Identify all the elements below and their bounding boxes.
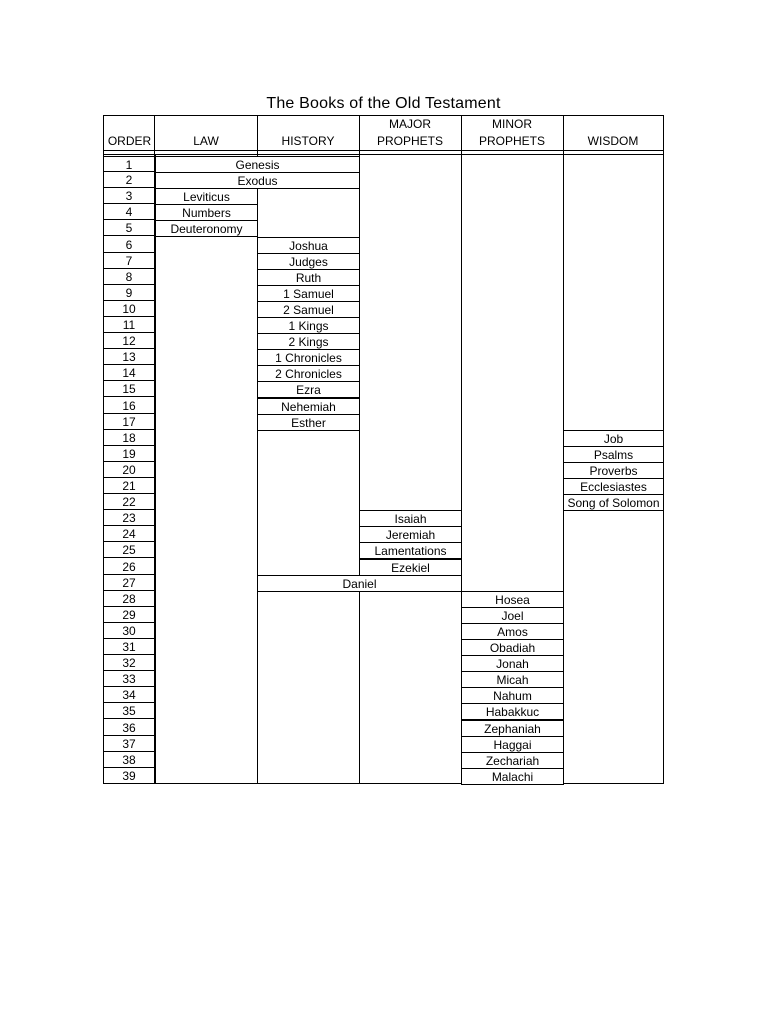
book-cell: Deuteronomy (155, 220, 258, 237)
order-cell: 9 (104, 285, 154, 301)
order-cell: 22 (104, 494, 154, 510)
order-cell: 20 (104, 462, 154, 478)
book-cell: Habakkuc (461, 703, 564, 720)
book-cell: Ezra (257, 381, 360, 398)
book-cell: Proverbs (563, 462, 664, 479)
order-cell: 8 (104, 269, 154, 285)
order-cell: 28 (104, 591, 154, 607)
book-cell: Amos (461, 623, 564, 640)
header-major-prophets: MAJOR PROPHETS (376, 117, 443, 148)
order-cell: 3 (104, 188, 154, 204)
order-cell: 38 (104, 752, 154, 768)
book-cell: Leviticus (155, 188, 258, 205)
book-cell: Obadiah (461, 639, 564, 656)
order-cell: 36 (104, 720, 154, 736)
order-cell: 12 (104, 333, 154, 349)
book-cell: 1 Samuel (257, 285, 360, 302)
book-cell: 2 Kings (257, 333, 360, 350)
book-cell: Song of Solomon (563, 494, 664, 511)
book-cell: Psalms (563, 446, 664, 463)
book-cell: Exodus (155, 172, 360, 189)
book-cell: Nahum (461, 687, 564, 704)
book-cell: Ecclesiastes (563, 478, 664, 495)
book-cell: Jonah (461, 655, 564, 672)
book-cell: 2 Samuel (257, 301, 360, 318)
order-cell: 35 (104, 703, 154, 719)
book-cell: Job (563, 430, 664, 447)
book-cell: Malachi (461, 768, 564, 785)
book-cell: Jeremiah (359, 526, 462, 543)
order-cell: 5 (104, 220, 154, 236)
header-law: LAW (193, 134, 219, 148)
book-cell: Hosea (461, 591, 564, 608)
order-cell: 29 (104, 607, 154, 623)
order-cell: 17 (104, 414, 154, 430)
header-minor-prophets: MINOR PROPHETS (478, 117, 545, 148)
order-cell: 1 (104, 156, 154, 172)
book-cell: Haggai (461, 736, 564, 753)
order-cell: 25 (104, 542, 154, 558)
order-cell: 24 (104, 526, 154, 542)
order-cell: 10 (104, 301, 154, 317)
order-cell: 4 (104, 204, 154, 220)
order-cell: 13 (104, 349, 154, 365)
order-cell: 31 (104, 639, 154, 655)
order-cell: 2 (104, 172, 154, 188)
book-cell: Judges (257, 253, 360, 270)
book-cell: 2 Chronicles (257, 365, 360, 382)
book-cell: Zechariah (461, 752, 564, 769)
order-cell: 27 (104, 575, 154, 591)
book-cell: Lamentations (359, 542, 462, 559)
book-cell: Ezekiel (359, 559, 462, 576)
order-cell: 19 (104, 446, 154, 462)
book-cell: Esther (257, 414, 360, 431)
order-cell: 7 (104, 253, 154, 269)
book-cell: Numbers (155, 204, 258, 221)
header-rule-2 (104, 154, 663, 155)
book-cell: Daniel (257, 575, 462, 592)
order-cell: 37 (104, 736, 154, 752)
order-cell: 14 (104, 365, 154, 381)
header-rule (104, 150, 663, 151)
book-cell: Zephaniah (461, 720, 564, 737)
book-cell: Joshua (257, 237, 360, 254)
header-history: HISTORY (281, 134, 335, 148)
column-divider (359, 116, 360, 783)
order-cell: 11 (104, 317, 154, 333)
order-cell: 23 (104, 510, 154, 526)
order-cell: 33 (104, 671, 154, 687)
column-divider (155, 154, 156, 783)
books-table (103, 115, 664, 784)
order-cell: 30 (104, 623, 154, 639)
order-cell: 18 (104, 430, 154, 446)
book-cell: Micah (461, 671, 564, 688)
order-cell: 6 (104, 237, 154, 253)
header-order: ORDER (107, 134, 152, 148)
book-cell: 1 Kings (257, 317, 360, 334)
order-cell: 34 (104, 687, 154, 703)
book-cell: Joel (461, 607, 564, 624)
book-cell: 1 Chronicles (257, 349, 360, 366)
order-cell: 15 (104, 381, 154, 397)
book-cell: Genesis (155, 156, 360, 173)
header-wisdom: WISDOM (587, 134, 639, 148)
book-cell: Ruth (257, 269, 360, 286)
page-title: The Books of the Old Testament (266, 95, 501, 112)
book-cell: Isaiah (359, 510, 462, 527)
order-cell: 21 (104, 478, 154, 494)
order-cell: 32 (104, 655, 154, 671)
book-cell: Nehemiah (257, 398, 360, 415)
order-cell: 16 (104, 398, 154, 414)
order-cell: 26 (104, 559, 154, 575)
order-cell: 39 (104, 768, 154, 784)
